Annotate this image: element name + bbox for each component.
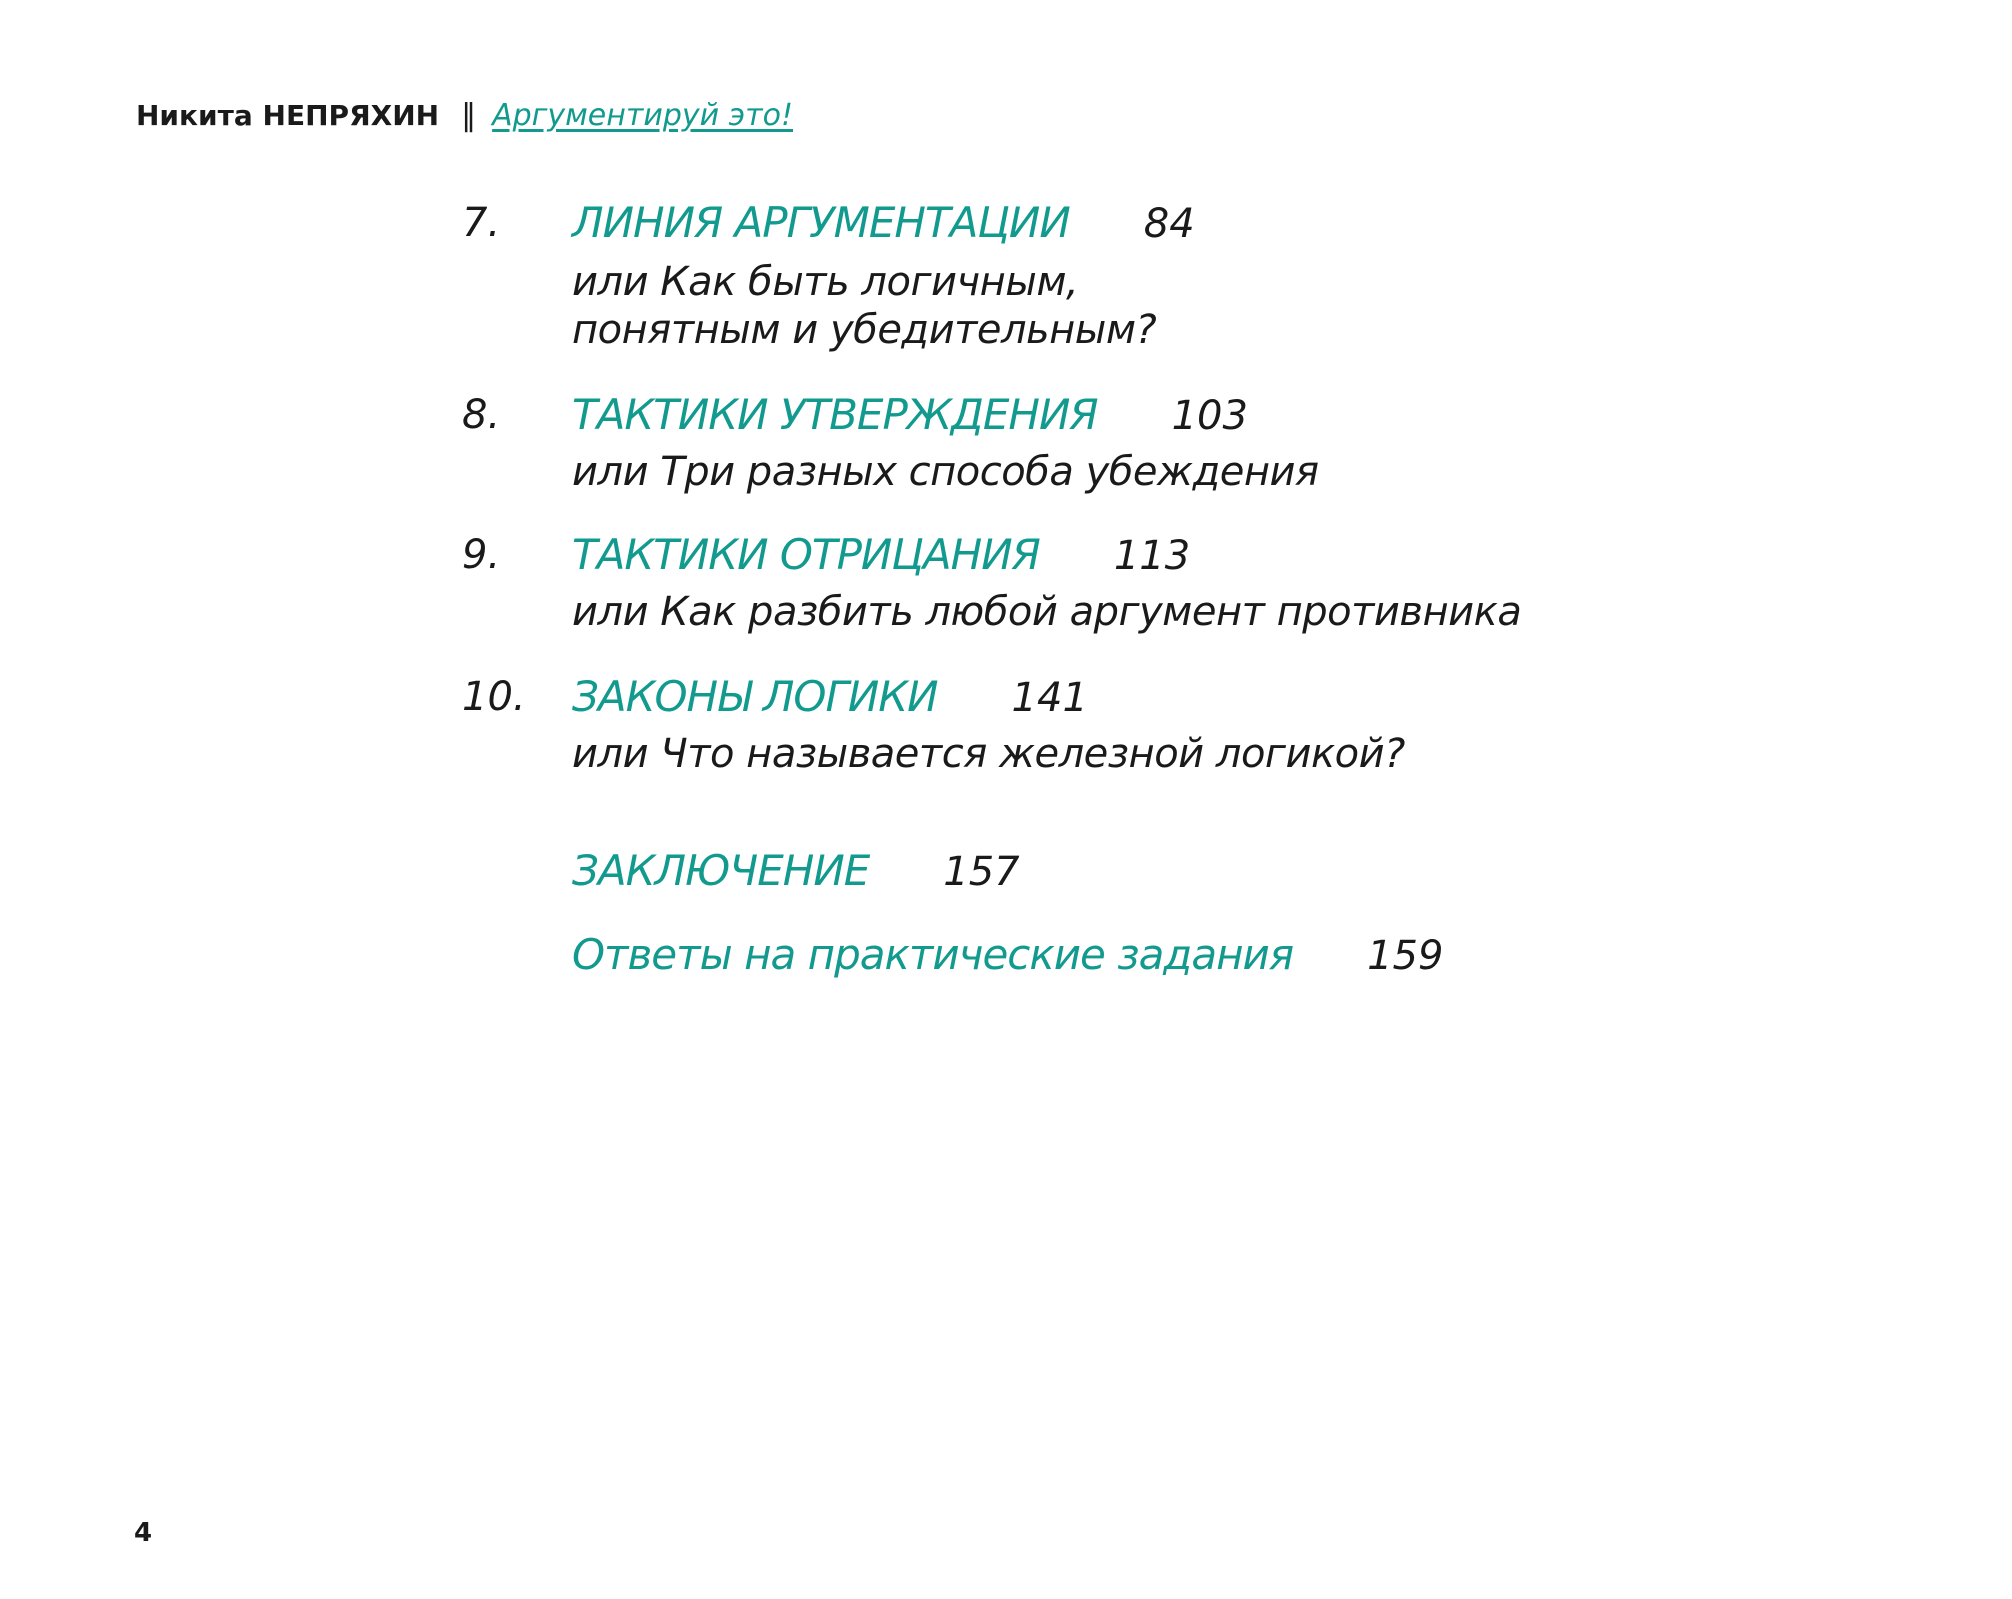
chapter-subtitle-line: или Как разбить любой аргумент противника bbox=[572, 589, 1522, 635]
header-separator: ‖ bbox=[461, 98, 477, 133]
chapter-title-link[interactable]: ЗАКОНЫ ЛОГИКИ bbox=[572, 672, 938, 721]
page-number: 4 bbox=[134, 1518, 153, 1548]
chapter-title-line bbox=[572, 672, 1088, 721]
chapter-subtitle-line: или Три разных способа убеждения bbox=[572, 449, 1319, 495]
chapter-number: 8. bbox=[462, 392, 501, 438]
chapter-title-link[interactable]: ТАКТИКИ УТВЕРЖДЕНИЯ bbox=[572, 390, 1098, 439]
conclusion-title-link[interactable]: ЗАКЛЮЧЕНИЕ bbox=[572, 846, 870, 895]
chapter-page-number: 113 bbox=[1113, 533, 1191, 579]
chapter-title-line bbox=[572, 530, 1190, 579]
answers-title-line bbox=[572, 930, 1443, 979]
answers-page-number: 159 bbox=[1367, 933, 1444, 979]
chapter-subtitle bbox=[572, 730, 1405, 778]
chapter-title-link[interactable]: ТАКТИКИ ОТРИЦАНИЯ bbox=[572, 530, 1040, 579]
conclusion-page-number: 157 bbox=[943, 849, 1020, 895]
chapter-number: 7. bbox=[462, 200, 501, 246]
chapter-page-number: 84 bbox=[1143, 201, 1195, 247]
book-title-link[interactable]: Аргументируй это! bbox=[492, 98, 793, 133]
chapter-page-number: 141 bbox=[1011, 675, 1088, 721]
chapter-title-link[interactable]: ЛИНИЯ АРГУМЕНТАЦИИ bbox=[572, 198, 1070, 247]
chapter-subtitle-line: понятным и убедительным? bbox=[572, 307, 1157, 353]
chapter-subtitle bbox=[572, 258, 1156, 354]
chapter-title-line bbox=[572, 390, 1248, 439]
conclusion-title-line bbox=[572, 846, 1020, 895]
author-name: Никита НЕПРЯХИН bbox=[136, 99, 440, 132]
chapter-number: 9. bbox=[462, 532, 501, 578]
chapter-subtitle-line: или Что называется железной логикой? bbox=[572, 731, 1405, 777]
chapter-subtitle bbox=[572, 588, 1521, 636]
chapter-number: 10. bbox=[462, 674, 526, 720]
chapter-title-line bbox=[572, 198, 1195, 247]
chapter-page-number: 103 bbox=[1171, 393, 1248, 439]
chapter-subtitle bbox=[572, 448, 1319, 496]
answers-title-link[interactable]: Ответы на практические задания bbox=[572, 930, 1294, 979]
chapter-subtitle-line: или Как быть логичным, bbox=[572, 259, 1079, 305]
